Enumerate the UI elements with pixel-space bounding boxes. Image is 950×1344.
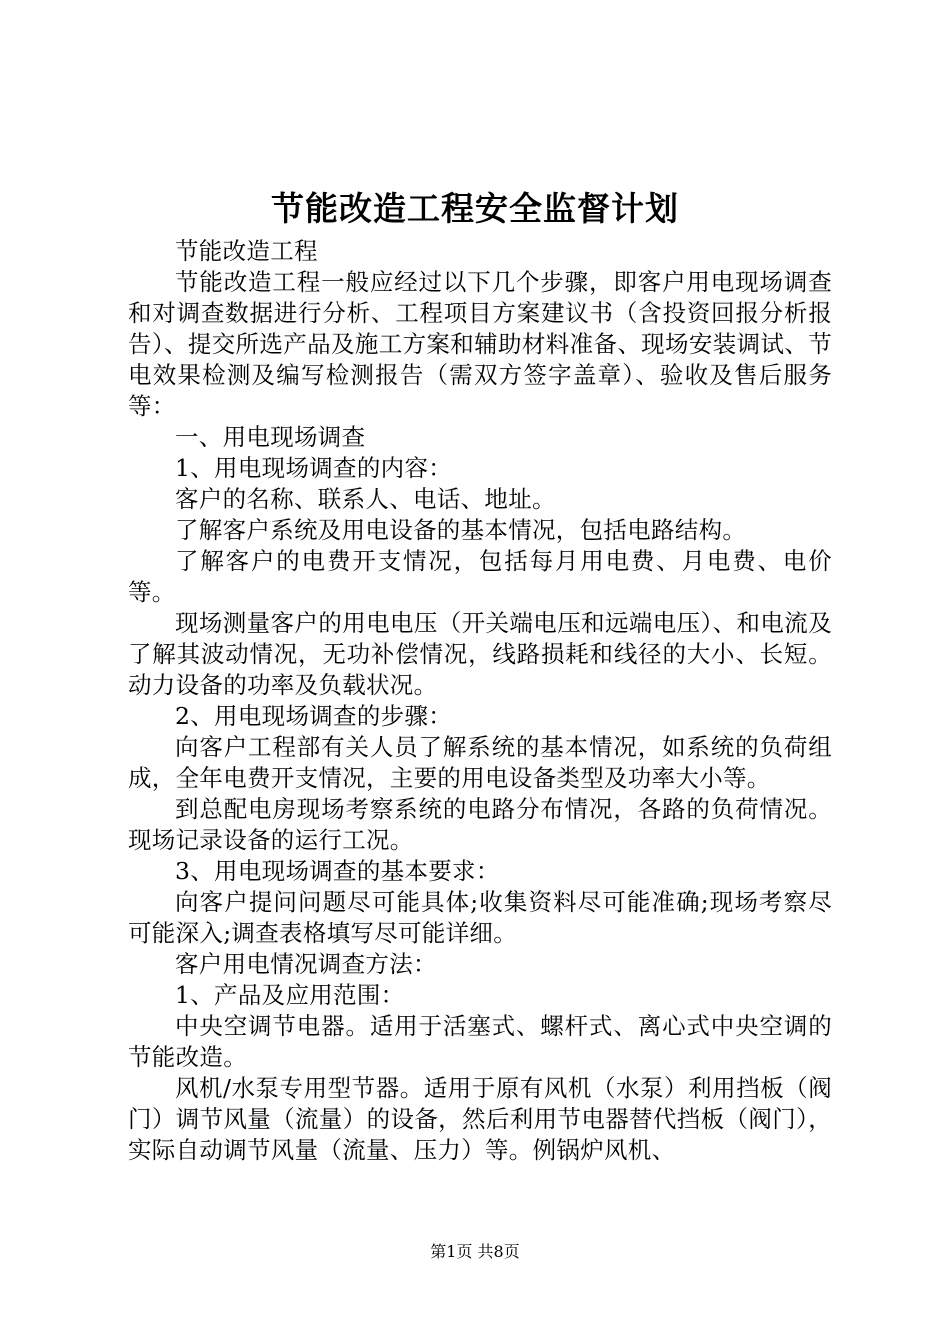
paragraph: 中央空调节电器。适用于活塞式、螺杆式、离心式中央空调的节能改造。 bbox=[128, 1012, 832, 1071]
document-body bbox=[128, 236, 832, 1166]
paragraph: 一、用电现场调查 bbox=[175, 423, 366, 451]
paragraph: 风机/水泵专用型节器。适用于原有风机（水泵）利用挡板（阀门）调节风量（流量）的设备，然后利用节电器替代挡板（阀门），实际自动调节风量（流量、压力）等。例锅炉风机、 bbox=[128, 1074, 832, 1164]
paragraph: 1、用电现场调查的内容： bbox=[175, 454, 453, 482]
paragraph: 到总配电房现场考察系统的电路分布情况，各路的负荷情况。现场记录设备的运行工况。 bbox=[128, 795, 832, 854]
paragraph: 客户用电情况调查方法： bbox=[175, 950, 437, 978]
paragraph: 向客户工程部有关人员了解系统的基本情况，如系统的负荷组成，全年电费开支情况，主要的用电设备类型及功率大小等。 bbox=[128, 733, 832, 792]
paragraph: 客户的名称、联系人、电话、地址。 bbox=[175, 485, 556, 513]
document-title: 节能改造工程安全监督计划 bbox=[271, 189, 679, 228]
paragraph: 了解客户的电费开支情况，包括每月用电费、月电费、电价等。 bbox=[128, 547, 832, 606]
paragraph: 向客户提问问题尽可能具体;收集资料尽可能准确;现场考察尽可能深入;调查表格填写尽可能详细。 bbox=[128, 888, 832, 947]
paragraph: 3、用电现场调查的基本要求： bbox=[175, 857, 500, 885]
paragraph: 1、产品及应用范围： bbox=[175, 981, 405, 1009]
page-footer: 第1页 共8页 bbox=[430, 1242, 520, 1261]
paragraph: 节能改造工程一般应经过以下几个步骤，即客户用电现场调查和对调查数据进行分析、工程项目方案建议书（含投资回报分析报告）、提交所选产品及施工方案和辅助材料准备、现场安装调试、节电效果检测及编写检测报告（需双方签字盖章）、验收及售后服务等： bbox=[128, 268, 832, 420]
paragraph: 了解客户系统及用电设备的基本情况，包括电路结构。 bbox=[175, 516, 747, 544]
paragraph: 2、用电现场调查的步骤： bbox=[175, 702, 453, 730]
paragraph: 现场测量客户的用电电压（开关端电压和远端电压）、和电流及了解其波动情况，无功补偿情况，线路损耗和线径的大小、长短。动力设备的功率及负载状况。 bbox=[128, 609, 832, 699]
paragraph: 节能改造工程 bbox=[175, 237, 318, 265]
